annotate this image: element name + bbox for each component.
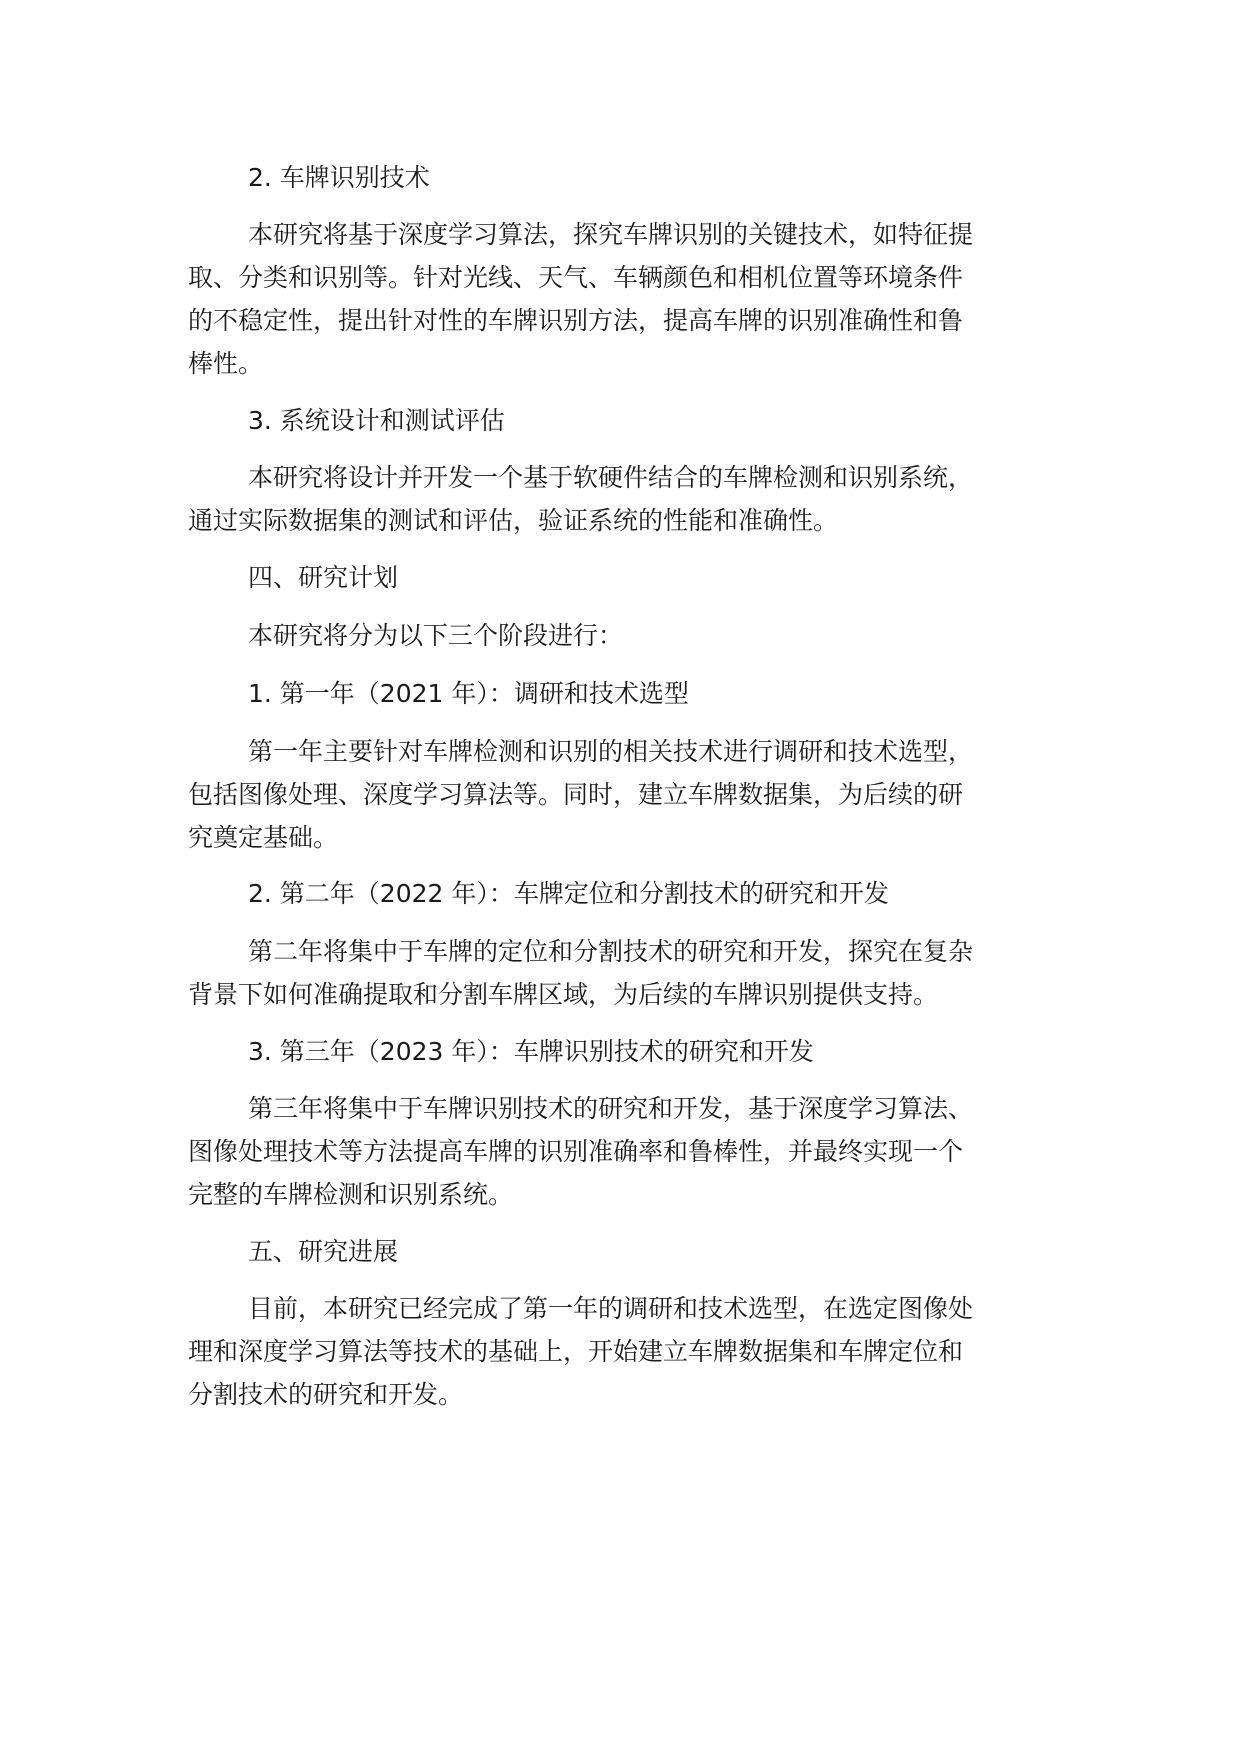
paragraph-line: 背景下如何准确提取和分割车牌区域，为后续的车牌识别提供支持。 <box>188 980 939 1009</box>
paragraph-line: 第二年将集中于车牌的定位和分割技术的研究和开发，探究在复杂 <box>248 937 974 966</box>
subheading-year-one: 1. 第一年（2021 年）：调研和技术选型 <box>248 679 689 708</box>
paragraph-line: 本研究将设计并开发一个基于软硬件结合的车牌检测和识别系统， <box>248 463 974 492</box>
paragraph-line: 棒性。 <box>188 349 264 378</box>
paragraph-line: 本研究将基于深度学习算法，探究车牌识别的关键技术，如特征提 <box>248 220 974 249</box>
subheading-year-three: 3. 第三年（2023 年）：车牌识别技术的研究和开发 <box>248 1037 814 1066</box>
paragraph-line: 图像处理技术等方法提高车牌的识别准确率和鲁棒性，并最终实现一个 <box>188 1137 964 1166</box>
subheading-year-two: 2. 第二年（2022 年）：车牌定位和分割技术的研究和开发 <box>248 879 889 908</box>
paragraph-line: 本研究将分为以下三个阶段进行： <box>248 621 624 650</box>
paragraph-line: 通过实际数据集的测试和评估，验证系统的性能和准确性。 <box>188 506 839 535</box>
paragraph-line: 完整的车牌检测和识别系统。 <box>188 1180 514 1209</box>
paragraph-line: 分割技术的研究和开发。 <box>188 1380 464 1409</box>
paragraph-line: 第一年主要针对车牌检测和识别的相关技术进行调研和技术选型， <box>248 737 974 766</box>
paragraph-line: 包括图像处理、深度学习算法等。同时，建立车牌数据集，为后续的研 <box>188 780 964 809</box>
paragraph-line: 究奠定基础。 <box>188 823 339 852</box>
paragraph-line: 第三年将集中于车牌识别技术的研究和开发，基于深度学习算法、 <box>248 1094 974 1123</box>
section-heading-research-plan: 四、研究计划 <box>248 563 399 592</box>
paragraph-line: 的不稳定性，提出针对性的车牌识别方法，提高车牌的识别准确性和鲁 <box>188 306 964 335</box>
section-heading-research-progress: 五、研究进展 <box>248 1237 399 1266</box>
section-heading-system-design: 3. 系统设计和测试评估 <box>248 406 505 435</box>
paragraph-line: 取、分类和识别等。针对光线、天气、车辆颜色和相机位置等环境条件 <box>188 263 964 292</box>
section-heading-plate-recognition: 2. 车牌识别技术 <box>248 163 430 192</box>
paragraph-line: 理和深度学习算法等技术的基础上，开始建立车牌数据集和车牌定位和 <box>188 1337 964 1366</box>
paragraph-line: 目前，本研究已经完成了第一年的调研和技术选型，在选定图像处 <box>248 1294 974 1323</box>
